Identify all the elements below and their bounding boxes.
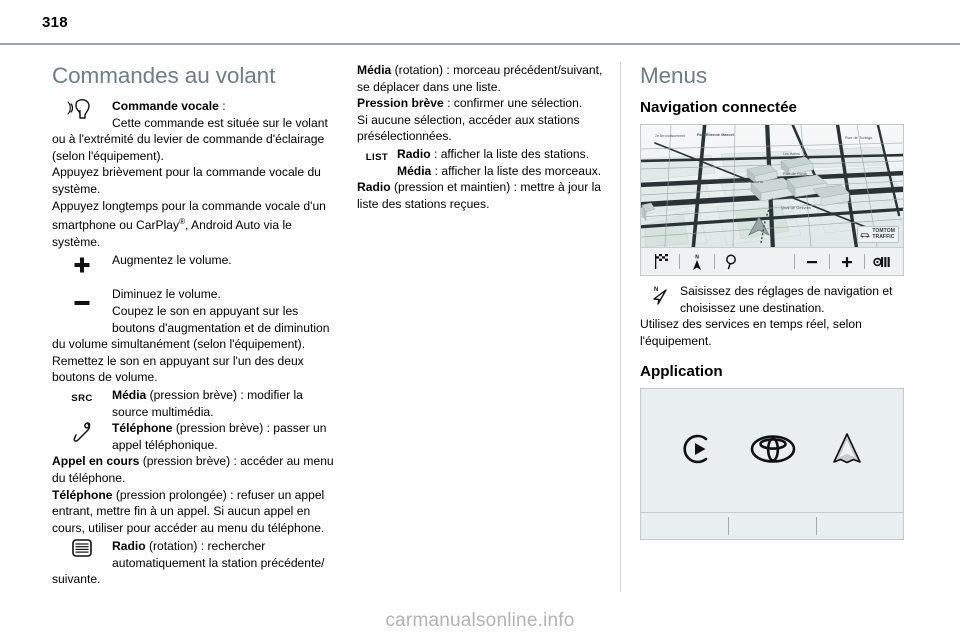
map-label: 2e Arrondissement	[655, 134, 685, 138]
phone-entry	[52, 420, 342, 453]
media-rotate-text: Média (rotation) : morceau précédent/suivant, se déplacer dans une liste.	[357, 63, 603, 94]
app-bar-cell[interactable]	[728, 513, 815, 539]
list-entry	[357, 146, 605, 179]
no-selection-text: Si aucune sélection, accéder aux stations présélectionnées.	[357, 112, 580, 144]
voice-long-press-text: Appuyez longtemps pour la commande vocale d'un smartphone ou CarPlay®, Android Auto via le système.	[52, 198, 326, 249]
map-label: Rue de Rivoli	[783, 171, 807, 176]
voice-short-press-text: Appuyez brièvement pour la commande vocale du système.	[52, 165, 321, 196]
call-in-progress-text: Appel en cours (pression brève) : accéder au menu du téléphone.	[52, 454, 334, 485]
page-title: Commandes au volant	[52, 63, 276, 88]
map-label: Les Halles	[783, 152, 800, 156]
tomtom-traffic-badge	[857, 226, 899, 243]
volume-up-text: Augmentez le volume.	[112, 253, 232, 268]
zoom-in-button[interactable]	[834, 252, 860, 272]
list-label-text: LIST	[365, 151, 389, 163]
page-number: 318	[42, 14, 68, 31]
middle-column	[357, 62, 605, 212]
north-compass-icon[interactable]	[684, 252, 710, 272]
radio-rotate-entry	[52, 538, 342, 588]
voice-command-entry	[52, 98, 342, 164]
map-layers-icon[interactable]	[869, 252, 895, 272]
nav-caption-text: Saisissez des réglages de navigation et choisissez une destination.	[680, 284, 893, 315]
application-screenshot	[640, 388, 904, 540]
application-bottom-bar	[641, 512, 903, 539]
scroll-wheel-icon	[52, 538, 112, 568]
toolbar-divider	[794, 254, 795, 269]
map-label: Avenue Victoria	[735, 179, 763, 184]
application-title: Application	[640, 363, 723, 381]
list-radio-line: Radio : afficher la liste des stations.	[397, 146, 590, 161]
column-divider	[620, 62, 621, 592]
app-bar-cell[interactable]	[816, 513, 903, 539]
tomtom-badge-line2: TRAFFIC	[872, 233, 895, 240]
src-media-text: Média (pression brève) : modifier la source multimédia.	[112, 387, 303, 419]
carplay-icon[interactable]	[681, 432, 715, 471]
svg-text:N: N	[695, 254, 699, 260]
zoom-out-button[interactable]	[799, 252, 825, 272]
src-media-entry	[52, 387, 342, 420]
voice-command-title: Commande vocale	[112, 99, 219, 113]
phone-handset-icon	[52, 420, 112, 443]
phone-long-press-text: Téléphone (pression prolongée) : refuser un appel entrant, mettre fin à un appel. Si aucun appel en cours, utiliser pour accéder au menu du téléphone.	[52, 487, 325, 535]
minus-icon	[52, 286, 112, 320]
android-auto-icon[interactable]	[831, 431, 863, 472]
navigation-connectee-title: Navigation connectée	[640, 99, 797, 116]
nav-note-text: Utilisez des services en temps réel, selon l'équipement.	[640, 317, 862, 348]
destination-flag-icon[interactable]	[649, 252, 675, 272]
right-column	[640, 62, 908, 540]
toolbar-divider	[679, 254, 680, 269]
application-icon-row	[641, 389, 903, 513]
toolbar-divider	[714, 254, 715, 269]
volume-down-entry	[52, 286, 342, 352]
header-divider	[0, 43, 960, 45]
toolbar-divider	[864, 254, 865, 269]
site-watermark: carmanualsonline.info	[385, 610, 575, 631]
phone-text: Téléphone (pression brève) : passer un appel téléphonique.	[112, 421, 327, 452]
plus-icon	[52, 252, 112, 274]
map-toolbar	[641, 247, 903, 275]
tomtom-badge-line1: TOMTOM	[872, 228, 895, 235]
nav-caption-entry	[640, 283, 908, 316]
navigation-screenshot	[640, 124, 904, 276]
left-column	[52, 62, 342, 588]
map-label: Rue Étienne Marcel	[697, 132, 734, 137]
radio-hold-text: Radio (pression et maintien) : mettre à jour la liste des stations reçues.	[357, 180, 601, 211]
radio-rotate-text: Radio (rotation) : rechercher automatiquement la station précédente/ suivante.	[52, 539, 325, 587]
menus-title: Menus	[640, 63, 708, 88]
voice-command-text: Commande vocale : Cette commande est située sur le volant ou à l'extrémité du levier de commande d'éclairage (selon l'équipement).	[52, 99, 328, 163]
search-icon[interactable]	[719, 252, 745, 272]
volume-down-text: Diminuez le volume. Coupez le son en appuyant sur les boutons d'augmentation et de diminution du volume simultanément (selon l'équipement).	[52, 287, 330, 352]
north-arrow-icon	[640, 283, 680, 306]
src-label-icon	[52, 387, 112, 408]
src-label-text: SRC	[71, 392, 93, 404]
toyota-logo-icon[interactable]	[750, 433, 796, 470]
map-label: Quai de Gesvres	[781, 205, 812, 210]
list-label-icon	[357, 146, 397, 167]
app-bar-cell[interactable]	[641, 513, 728, 539]
map-label: Rue de Turbigo	[845, 135, 873, 140]
short-press-text: Pression brève : confirmer une sélection.	[357, 96, 583, 111]
svg-text:N: N	[654, 287, 659, 293]
volume-up-entry	[52, 252, 342, 274]
toolbar-divider	[829, 254, 830, 269]
list-entry-text	[397, 146, 605, 179]
voice-command-icon	[52, 98, 112, 120]
list-media-line: Média : afficher la liste des morceaux.	[397, 163, 602, 178]
volume-unmute-text: Remettez le son en appuyant sur l'un des deux boutons de volume.	[52, 353, 304, 385]
